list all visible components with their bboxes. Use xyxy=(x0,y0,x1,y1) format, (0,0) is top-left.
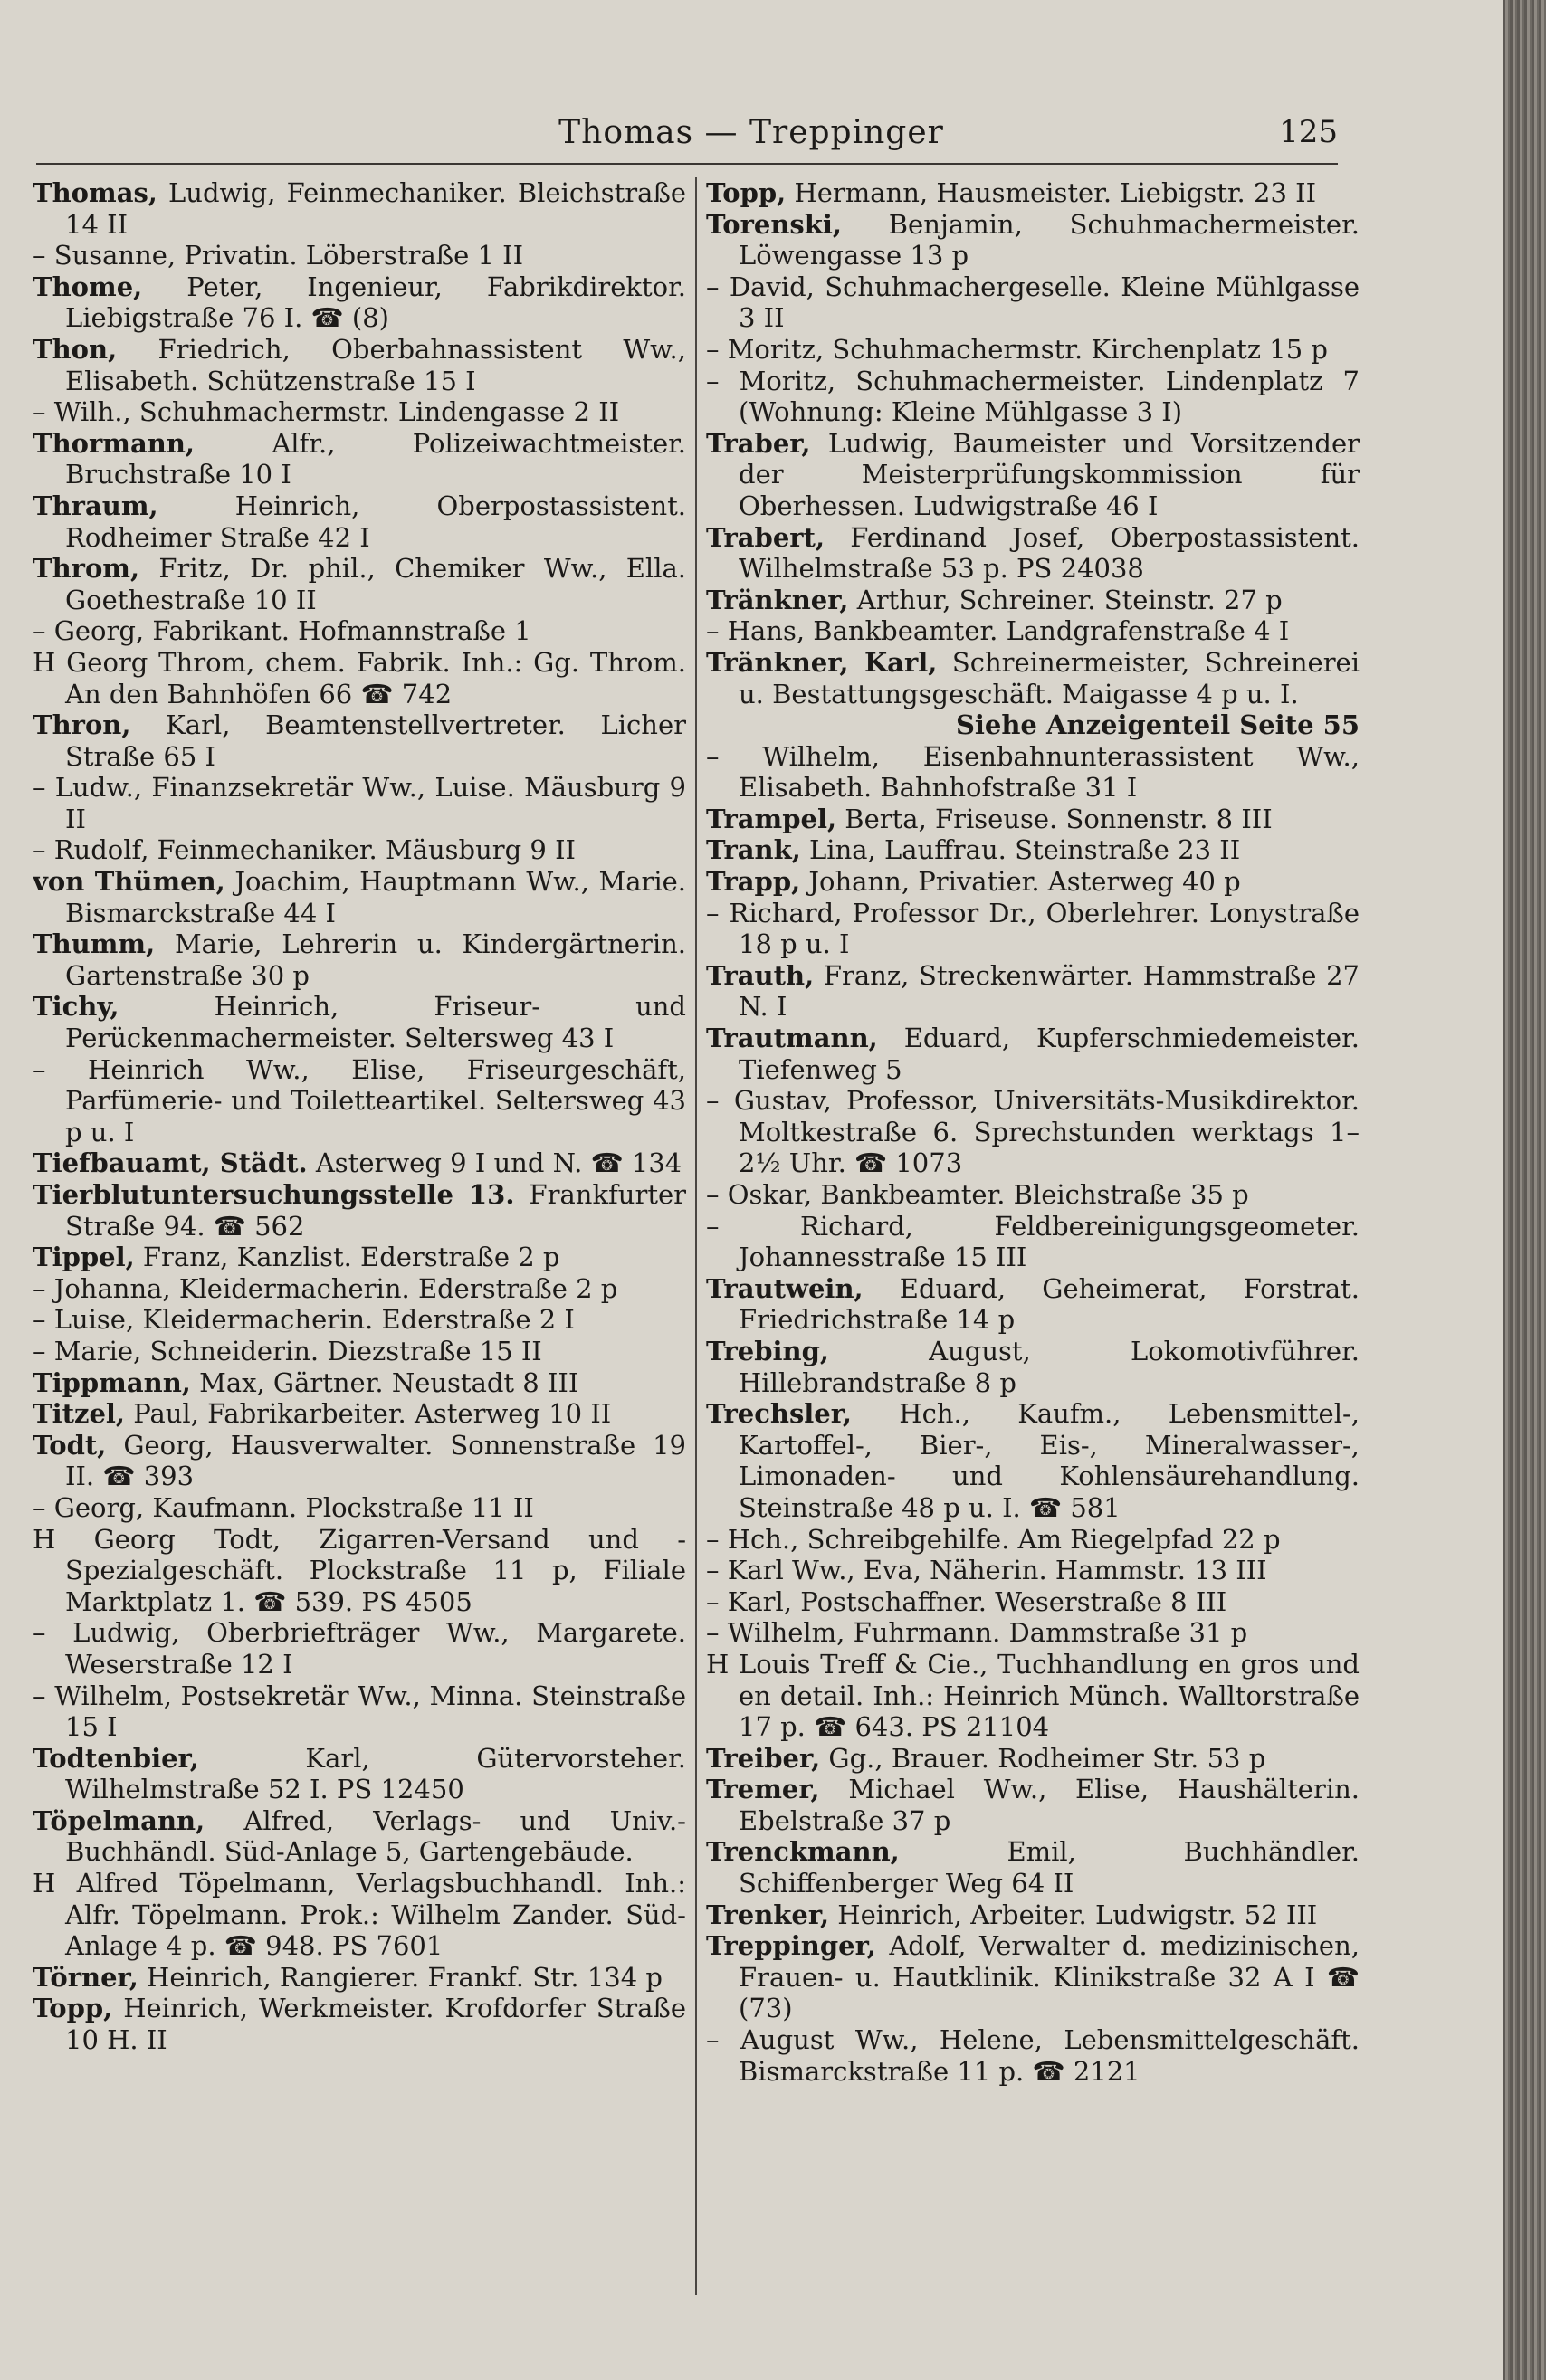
entry-text: Adolf, Verwalter d. medizinischen, Frauen- u. Hautklinik. Klinikstraße 32 A I ☎ (73) xyxy=(739,1930,1360,2024)
entry-name: Thon, xyxy=(33,333,118,365)
entry-text: – Wilhelm, Eisenbahnunterassistent Ww., Elisabeth. Bahnhofstraße 31 I xyxy=(706,740,1360,804)
directory-entry xyxy=(33,615,686,647)
directory-entry xyxy=(33,834,686,866)
directory-entry xyxy=(33,240,686,271)
directory-entry xyxy=(33,1179,686,1242)
directory-entry xyxy=(706,1023,1360,1085)
entry-text: Heinrich, Werkmeister. Krofdorfer Straße 10 H. II xyxy=(65,1993,686,2056)
entry-name: Treppinger, xyxy=(706,1930,876,1962)
directory-entry xyxy=(33,709,686,772)
entry-text: Fritz, Dr. phil., Chemiker Ww., Ella. Goethestraße 10 II xyxy=(65,553,686,615)
directory-entry xyxy=(33,334,686,396)
entry-text: – David, Schuhmachergeselle. Kleine Mühlgasse 3 II xyxy=(706,271,1360,334)
entry-name: Todtenbier, xyxy=(33,1742,199,1774)
entry-name: Trautmann, xyxy=(706,1023,878,1054)
entry-name: Trauth, xyxy=(706,959,815,991)
directory-entry xyxy=(706,1836,1360,1899)
directory-entry xyxy=(706,1555,1360,1586)
entry-name: Torenski, xyxy=(706,208,842,240)
directory-entry xyxy=(706,1524,1360,1556)
directory-entry xyxy=(706,1273,1360,1336)
entry-text: Asterweg 9 I und N. ☎ 134 xyxy=(307,1147,682,1179)
entry-text: – Wilh., Schuhmachermstr. Lindengasse 2 II xyxy=(33,396,620,428)
entry-text: Frankfurter Straße 94. ☎ 562 xyxy=(65,1179,686,1242)
entry-text: Eduard, Kupferschmiedemeister. Tiefenweg 5 xyxy=(739,1023,1360,1085)
entry-name: Trabert, xyxy=(706,521,825,553)
entry-name: Tränkner, xyxy=(706,584,849,615)
directory-entry xyxy=(33,1805,686,1868)
entry-name: Töpelmann, xyxy=(33,1804,205,1836)
entry-name: Throm, xyxy=(33,553,140,585)
entry-name: Tippel, xyxy=(33,1242,135,1273)
entry-text: – Heinrich Ww., Elise, Friseurgeschäft, Parfümerie- und Toiletteartikel. Seltersweg 43 p u. I xyxy=(33,1053,686,1147)
entry-text: – Wilhelm, Postsekretär Ww., Minna. Steinstraße 15 I xyxy=(33,1680,686,1743)
entry-text: – Ludw., Finanzsekretär Ww., Luise. Mäusburg 9 II xyxy=(33,772,686,834)
entry-text: Ludwig, Baumeister und Vorsitzender der Meisterprüfungskommission für Oberhessen. Ludwigstraße 46 I xyxy=(739,427,1360,521)
entry-text: Friedrich, Oberbahnassistent Ww., Elisabeth. Schützenstraße 15 I xyxy=(65,333,686,396)
entry-text: Johann, Privatier. Asterweg 40 p xyxy=(800,866,1241,898)
directory-entry xyxy=(33,1242,686,1273)
entry-text: Heinrich, Oberpostassistent. Rodheimer Straße 42 I xyxy=(65,490,686,553)
directory-entry xyxy=(706,2024,1360,2087)
entry-text: – Hans, Bankbeamter. Landgrafenstraße 4 I xyxy=(706,615,1290,647)
directory-entry xyxy=(706,209,1360,271)
entry-text: – Johanna, Kleidermacherin. Ederstraße 2 p xyxy=(33,1272,618,1304)
entry-name: von Thümen, xyxy=(33,866,225,898)
directory-entry xyxy=(33,1367,686,1399)
entry-text: Alfr., Polizeiwachtmeister. Bruchstraße 10 I xyxy=(65,427,686,490)
directory-entry xyxy=(706,522,1360,585)
entry-name: Topp, xyxy=(33,1993,113,2024)
directory-entry xyxy=(33,1273,686,1305)
entry-name: Topp, xyxy=(706,177,787,208)
entry-text: – August Ww., Helene, Lebensmittelgeschäft. Bismarckstraße 11 p. ☎ 2121 xyxy=(706,2024,1360,2087)
directory-entry xyxy=(33,1492,686,1524)
directory-entry xyxy=(706,866,1360,898)
left-column xyxy=(33,177,686,2331)
entry-name: Thormann, xyxy=(33,427,196,459)
entry-text: Paul, Fabrikarbeiter. Asterweg 10 II xyxy=(125,1398,612,1430)
entry-text: Heinrich, Arbeiter. Ludwigstr. 52 III xyxy=(829,1899,1318,1930)
entry-text: – Hch., Schreibgehilfe. Am Riegelpfad 22 p xyxy=(706,1523,1281,1555)
directory-entry xyxy=(706,898,1360,960)
entry-text: Alfred, Verlags- und Univ.-Buchhändl. Süd-Anlage 5, Gartengebäude. xyxy=(65,1804,686,1868)
directory-entry xyxy=(33,553,686,615)
directory-entry xyxy=(706,1085,1360,1179)
directory-entry xyxy=(706,1336,1360,1398)
directory-entry xyxy=(706,804,1360,835)
entry-text: Georg, Hausverwalter. Sonnenstraße 19 II. ☎ 393 xyxy=(65,1429,686,1492)
entry-text: Schreinermeister, Schreinerei u. Bestattungsgeschäft. Maigasse 4 p u. I. xyxy=(739,646,1360,709)
entry-name: Trechsler, xyxy=(706,1398,853,1430)
entry-text: Karl, Gütervorsteher. Wilhelmstraße 52 I. PS 12450 xyxy=(65,1742,686,1805)
entry-name: Trapp, xyxy=(706,866,801,898)
directory-entry xyxy=(33,1743,686,1805)
entry-text: – Moritz, Schuhmachermeister. Lindenplatz 7 (Wohnung: Kleine Mühlgasse 3 I) xyxy=(706,365,1360,428)
entry-text: Marie, Lehrerin u. Kindergärtnerin. Gartenstraße 30 p xyxy=(65,928,686,991)
entry-text: – Luise, Kleidermacherin. Ederstraße 2 I xyxy=(33,1304,575,1336)
directory-entry xyxy=(33,1054,686,1148)
directory-entry xyxy=(33,772,686,834)
entry-name: Tippmann, xyxy=(33,1366,191,1398)
directory-entry xyxy=(706,834,1360,866)
directory-entry xyxy=(33,490,686,553)
page-number: 125 xyxy=(1279,114,1338,150)
entry-text: Peter, Ingenieur, Fabrikdirektor. Liebigstraße 76 I. ☎ (8) xyxy=(65,271,686,334)
entry-text: – Rudolf, Feinmechaniker. Mäusburg 9 II xyxy=(33,834,576,866)
directory-entry xyxy=(33,1398,686,1430)
entry-name: Trebing, xyxy=(706,1335,829,1366)
directory-entry xyxy=(706,366,1360,428)
directory-entry xyxy=(706,1649,1360,1743)
directory-entry xyxy=(706,647,1360,709)
entry-name: Thumm, xyxy=(33,928,156,960)
directory-entry xyxy=(706,741,1360,804)
directory-entry xyxy=(706,334,1360,366)
directory-entry xyxy=(33,928,686,991)
directory-entry xyxy=(706,1211,1360,1273)
entry-text: Heinrich, Friseur- und Perückenmachermeister. Seltersweg 43 I xyxy=(65,991,686,1054)
directory-entry xyxy=(706,1899,1360,1931)
entry-text: Benjamin, Schuhmachermeister. Löwengasse 13 p xyxy=(739,208,1360,271)
directory-entry xyxy=(706,271,1360,334)
entry-text: – Karl Ww., Eva, Näherin. Hammstr. 13 III xyxy=(706,1555,1267,1586)
entry-name: Trenker, xyxy=(706,1899,830,1930)
running-title: Thomas — Treppinger xyxy=(558,114,944,151)
entry-name: Tichy, xyxy=(33,991,119,1023)
directory-entry xyxy=(706,1398,1360,1523)
directory-entry xyxy=(33,396,686,428)
entry-text: Hch., Kaufm., Lebensmittel-, Kartoffel-, Bier-, Eis-, Mineralwasser-, Limonaden- und Kohlensäurehandlung. Steinstraße 48 p u. I. ☎ 581 xyxy=(739,1398,1360,1523)
entry-text: Heinrich, Rangierer. Frankf. Str. 134 p xyxy=(138,1961,663,1993)
directory-entry xyxy=(33,271,686,334)
entry-text: Ferdinand Josef, Oberpostassistent. Wilhelmstraße 53 p. PS 24038 xyxy=(739,521,1360,585)
directory-entry xyxy=(33,1336,686,1367)
entry-text: H Alfred Töpelmann, Verlagsbuchhandl. Inh.: Alfr. Töpelmann. Prok.: Wilhelm Zander. Süd-Anlage 4 p. ☎ 948. PS 7601 xyxy=(33,1868,686,1962)
directory-entry xyxy=(706,960,1360,1023)
directory-entry xyxy=(706,585,1360,616)
directory-entry xyxy=(706,1774,1360,1836)
directory-entry xyxy=(706,1930,1360,2024)
directory-entry xyxy=(33,1617,686,1680)
entry-text: H Georg Todt, Zigarren-Versand und -Spezialgeschäft. Plockstraße 11 p, Filiale Marktplatz 1. ☎ 539. PS 4505 xyxy=(33,1523,686,1617)
entry-name: Treiber, xyxy=(706,1742,821,1774)
entry-name: Törner, xyxy=(33,1961,138,1993)
entry-text: Eduard, Geheimerat, Forstrat. Friedrichstraße 14 p xyxy=(739,1272,1360,1336)
entry-text: – Susanne, Privatin. Löberstraße 1 II xyxy=(33,240,524,271)
entry-text: Franz, Kanzlist. Ederstraße 2 p xyxy=(134,1242,560,1273)
entry-text: Hermann, Hausmeister. Liebigstr. 23 II xyxy=(786,177,1317,208)
entry-name: Thome, xyxy=(33,271,143,302)
directory-entry xyxy=(706,1179,1360,1211)
entry-name: Trampel, xyxy=(706,803,837,834)
entry-text: Emil, Buchhändler. Schiffenberger Weg 64 II xyxy=(739,1836,1360,1899)
entry-name: Titzel, xyxy=(33,1398,126,1430)
directory-entry xyxy=(706,177,1360,209)
entry-name: Thraum, xyxy=(33,490,158,521)
directory-entry xyxy=(33,1993,686,2055)
directory-entry xyxy=(33,1524,686,1618)
directory-entry xyxy=(706,615,1360,647)
directory-entry xyxy=(706,1617,1360,1649)
directory-entry xyxy=(33,1430,686,1492)
header-rule xyxy=(36,163,1338,165)
entry-name: Tierblutuntersuchungsstelle 13. xyxy=(33,1179,515,1210)
directory-entry xyxy=(33,1962,686,1994)
entry-text: – Georg, Kaufmann. Plockstraße 11 II xyxy=(33,1491,534,1523)
directory-entry xyxy=(33,177,686,240)
entry-text: Joachim, Hauptmann Ww., Marie. Bismarckstraße 44 I xyxy=(65,866,686,928)
entry-name: Trautwein, xyxy=(706,1272,864,1304)
directory-entry xyxy=(706,428,1360,522)
entry-text: – Georg, Fabrikant. Hofmannstraße 1 xyxy=(33,615,531,647)
entry-text: Gg., Brauer. Rodheimer Str. 53 p xyxy=(820,1742,1266,1774)
entry-name: Thron, xyxy=(33,709,131,741)
entry-text: – Oskar, Bankbeamter. Bleichstraße 35 p xyxy=(706,1179,1249,1210)
entry-text: Ludwig, Feinmechaniker. Bleichstraße 14 II xyxy=(65,177,686,240)
entry-text: Lina, Lauffrau. Steinstraße 23 II xyxy=(800,834,1241,866)
directory-entry xyxy=(33,1147,686,1179)
entry-text: Franz, Streckenwärter. Hammstraße 27 N. I xyxy=(739,959,1360,1023)
directory-entry xyxy=(33,428,686,490)
entry-text: – Moritz, Schuhmachermstr. Kirchenplatz 15 p xyxy=(706,333,1328,365)
entry-text: – Ludwig, Oberbriefträger Ww., Margarete. Weserstraße 12 I xyxy=(33,1617,686,1680)
directory-entry xyxy=(33,1868,686,1962)
entry-text: – Karl, Postschaffner. Weserstraße 8 III xyxy=(706,1585,1227,1617)
entry-text: Max, Gärtner. Neustadt 8 III xyxy=(190,1366,579,1398)
column-divider xyxy=(695,177,697,2295)
directory-entry xyxy=(33,1304,686,1336)
directory-entry xyxy=(33,647,686,709)
entry-text: – Marie, Schneiderin. Diezstraße 15 II xyxy=(33,1335,542,1366)
entry-text: Karl, Beamtenstellvertreter. Licher Straße 65 I xyxy=(65,709,686,772)
entry-text: Arthur, Schreiner. Steinstr. 27 p xyxy=(848,584,1283,615)
directory-entry xyxy=(33,991,686,1053)
ad-reference: Siehe Anzeigenteil Seite 55 xyxy=(955,709,1360,741)
directory-entry xyxy=(706,1743,1360,1775)
entry-name: Traber, xyxy=(706,427,811,459)
page-edge xyxy=(1503,0,1546,2380)
entry-name: Todt, xyxy=(33,1429,107,1461)
page-header xyxy=(0,107,1503,161)
entry-name: Trenckmann, xyxy=(706,1836,900,1868)
directory-entry xyxy=(706,1586,1360,1618)
right-column xyxy=(706,177,1360,2331)
entry-text: August, Lokomotivführer. Hillebrandstraße 8 p xyxy=(739,1335,1360,1398)
directory-entry xyxy=(33,866,686,928)
entry-text: H Georg Throm, chem. Fabrik. Inh.: Gg. Throm. An den Bahnhöfen 66 ☎ 742 xyxy=(33,646,686,709)
entry-name: Tränkner, Karl, xyxy=(706,646,938,678)
entry-text: – Gustav, Professor, Universitäts-Musikdirektor. Moltkestraße 6. Sprechstunden werktags 1–2½ Uhr. ☎ 1073 xyxy=(706,1085,1360,1179)
entry-text: Berta, Friseuse. Sonnenstr. 8 III xyxy=(836,803,1273,834)
entry-text: – Wilhelm, Fuhrmann. Dammstraße 31 p xyxy=(706,1617,1248,1649)
entry-text: Michael Ww., Elise, Haushälterin. Ebelstraße 37 p xyxy=(739,1774,1360,1836)
entry-text: H Louis Treff & Cie., Tuchhandlung en gros und en detail. Inh.: Heinrich Münch. Walltorstraße 17 p. ☎ 643. PS 21104 xyxy=(706,1648,1360,1743)
entry-text: – Richard, Feldbereinigungsgeometer. Johannesstraße 15 III xyxy=(706,1210,1360,1273)
entry-text: – Richard, Professor Dr., Oberlehrer. Lonystraße 18 p u. I xyxy=(706,897,1360,960)
entry-name: Tremer, xyxy=(706,1774,820,1805)
entry-name: Trank, xyxy=(706,834,801,866)
directory-entry xyxy=(33,1680,686,1743)
entry-name: Tiefbauamt, Städt. xyxy=(33,1147,308,1179)
entry-name: Thomas, xyxy=(33,177,157,208)
